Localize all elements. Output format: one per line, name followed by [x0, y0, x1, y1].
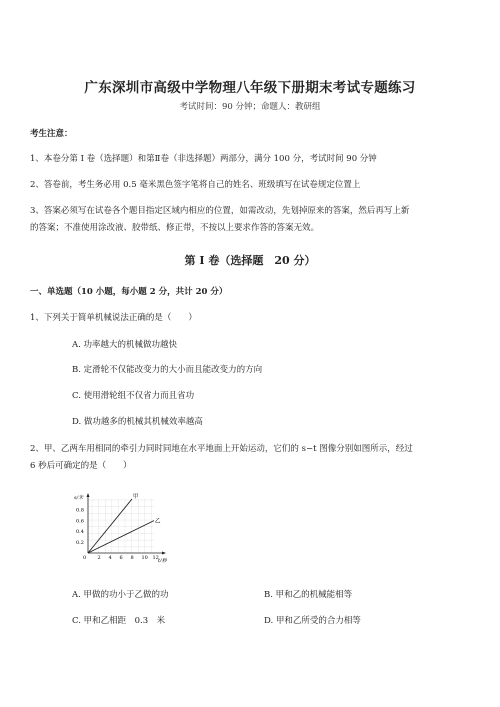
x-tick-label: 10 [141, 555, 148, 561]
notice-heading: 考生注意： [30, 129, 73, 139]
y-tick-label: 0.4 [76, 529, 84, 536]
question-1-stem: 1、下列关于简单机械说法正确的是（ ） [30, 313, 197, 323]
q2-option-a: A. 甲做的功小于乙做的功 [72, 590, 169, 600]
graph-grid [88, 499, 154, 553]
x-ticks [98, 555, 159, 561]
y-axis-arrow [87, 493, 90, 497]
y-ticks [76, 508, 84, 546]
y-tick-label: 0.8 [76, 507, 84, 514]
q2-option-d: D. 甲和乙所受的合力相等 [264, 616, 361, 626]
notice-item-2: 2、答卷前，考生务必用 0.5 毫米黑色签字笔将自己的姓名、班级填写在试卷规定位置上 [30, 180, 361, 190]
x-axis-label: t/秒 [158, 558, 167, 564]
notice-item-3-cont: 的答案；不准使用涂改液、胶带纸、修正带，不按以上要求作答的答案无效。 [30, 223, 320, 233]
question-2-stem-line1: 2、甲、乙两车用相同的牵引力同时同地在水平地面上开始运动，它们的 s−t 图像分别如图所示，经过 [30, 444, 413, 454]
y-tick-label: 0.2 [76, 539, 84, 546]
exam-title: 广东深圳市高级中学物理八年级下册期末考试专题练习 [84, 80, 416, 96]
origin-label: 0 [83, 555, 87, 561]
part-title: 一、单选题（10 小题，每小题 2 分，共计 20 分） [30, 287, 228, 297]
series-label-1: 甲 [133, 494, 139, 500]
series-label-2: 乙 [155, 518, 161, 525]
x-tick-label: 8 [130, 555, 134, 561]
st-graph [72, 493, 172, 565]
notice-item-1: 1、本卷分第 I 卷（选择题）和第Ⅱ卷（非选择题）两部分，满分 100 分，考试时间 90 分钟 [30, 154, 377, 164]
exam-meta: 考试时间：90 分钟；命题人：教研组 [179, 102, 321, 112]
q1-option-b: B. 定滑轮不仅能改变力的大小而且能改变力的方向 [72, 365, 263, 375]
q1-option-d: D. 做功越多的机械其机械效率越高 [72, 417, 203, 427]
q1-option-a: A. 功率越大的机械做功越快 [72, 340, 178, 350]
section-title: 第 I 卷（选择题 20 分） [184, 254, 316, 267]
x-tick-label: 6 [119, 555, 123, 561]
q2-option-b: B. 甲和乙的机械能相等 [264, 590, 353, 600]
q1-option-c: C. 使用滑轮组不仅省力而且省功 [72, 391, 195, 401]
x-tick-label: 12 [152, 555, 159, 561]
x-tick-label: 4 [108, 555, 112, 561]
y-tick-label: 0.6 [76, 518, 84, 525]
q2-option-c: C. 甲和乙相距 0.3 米 [72, 616, 166, 626]
x-tick-label: 2 [97, 555, 101, 561]
x-axis-arrow [162, 552, 166, 555]
question-2-stem-line2: 6 秒后可确定的是（ ） [30, 461, 132, 471]
notice-item-3: 3、答案必须写在试卷各个题目指定区域内相应的位置，如需改动，先划掉原来的答案，然后再写上新 [30, 206, 410, 216]
y-axis-label: s/米 [74, 495, 84, 501]
